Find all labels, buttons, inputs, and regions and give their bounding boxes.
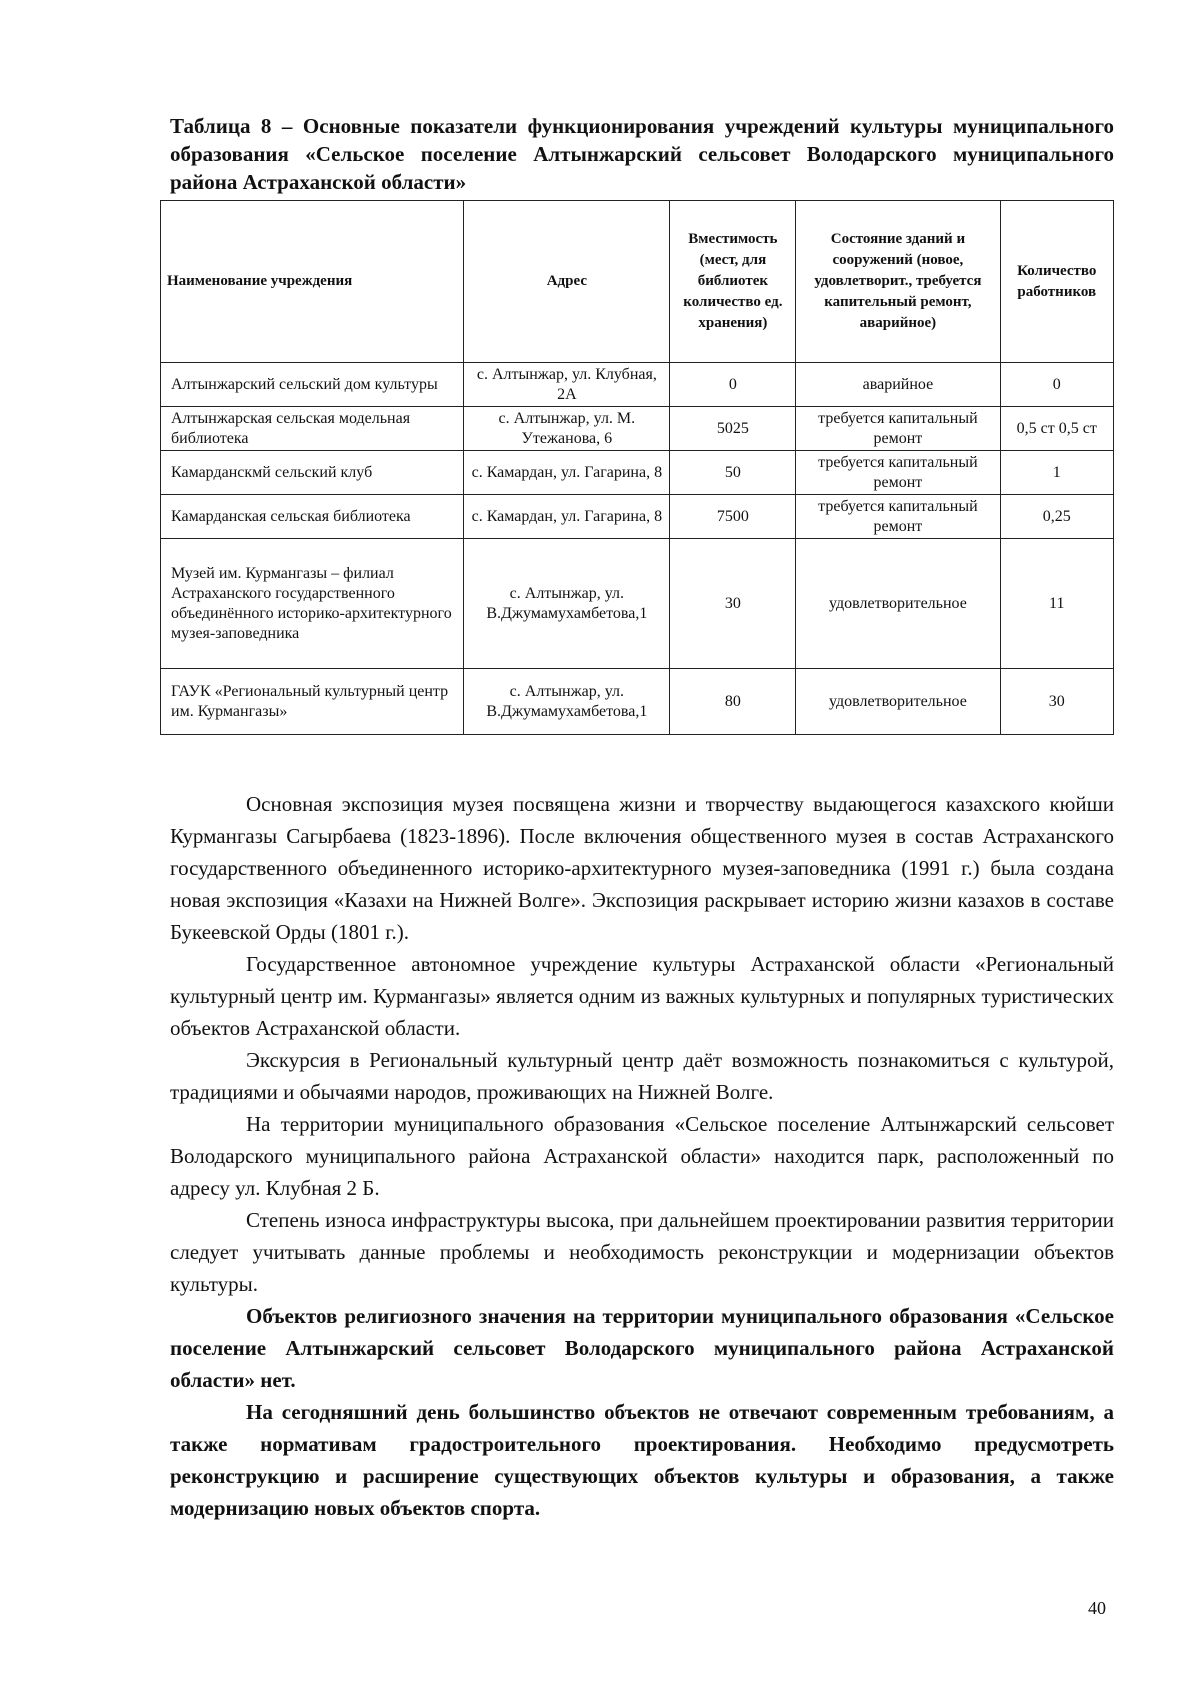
culture-institutions-table — [160, 200, 1114, 735]
cell-condition: требуется капитальный ремонт — [796, 495, 1000, 539]
paragraph-excursion: Экскурсия в Региональный культурный центр даёт возможность познакомиться с культурой, традициями и обычаями народов, проживающих на Нижней Волге. — [170, 1048, 1114, 1104]
header-condition: Состояние зданий и сооружений (новое, удовлетворит., требуется капительный ремонт, аварийное) — [796, 201, 1000, 363]
cell-address: с. Камардан, ул. Гагарина, 8 — [464, 451, 670, 495]
table-row — [161, 495, 1114, 539]
cell-condition: требуется капитальный ремонт — [796, 451, 1000, 495]
cell-condition: требуется капитальный ремонт — [796, 407, 1000, 451]
cell-capacity: 7500 — [670, 495, 796, 539]
body-text — [170, 788, 1114, 1524]
paragraph-religious-objects: Объектов религиозного значения на территории муниципального образования «Сельское поселение Алтынжарский сельсовет Володарского муниципального района Астраханской области» нет. — [170, 1304, 1114, 1392]
table-row — [161, 407, 1114, 451]
cell-staff: 0,25 — [1000, 495, 1113, 539]
table-row — [161, 451, 1114, 495]
cell-condition: аварийное — [796, 363, 1000, 407]
cell-condition: удовлетворительное — [796, 539, 1000, 669]
cell-staff: 1 — [1000, 451, 1113, 495]
cell-name: Камарданскмй сельский клуб — [161, 451, 464, 495]
paragraph-museum-exposition: Основная экспозиция музея посвящена жизни и творчеству выдающегося казахского кюйши Курмангазы Сагырбаева (1823-1896). После включения общественного музея в состав Астраханского государственного объединенного историко-архитектурного музея-заповедника (1991 г.) была создана новая экспозиция «Казахи на Нижней Волге». Экспозиция раскрывает историю жизни казахов в составе Букеевской Орды (1801 г.). — [170, 792, 1114, 944]
cell-address: с. Алтынжар, ул. Клубная, 2А — [464, 363, 670, 407]
header-name: Наименование учреждения — [161, 201, 464, 363]
cell-name: Алтынжарский сельский дом культуры — [161, 363, 464, 407]
cell-capacity: 5025 — [670, 407, 796, 451]
cell-capacity: 50 — [670, 451, 796, 495]
cell-capacity: 30 — [670, 539, 796, 669]
cell-address: с. Алтынжар, ул. М. Утежанова, 6 — [464, 407, 670, 451]
cell-name: Музей им. Курмангазы – филиал Астраханского государственного объединённого историко-архитектурного музея-заповедника — [161, 539, 464, 669]
header-capacity: Вместимость (мест, для библиотек количество ед. хранения) — [670, 201, 796, 363]
paragraph-cultural-center: Государственное автономное учреждение культуры Астраханской области «Региональный культурный центр им. Курмангазы» является одним из важных культурных и популярных туристических объектов Астраханской области. — [170, 952, 1114, 1040]
paragraph-infrastructure: Степень износа инфраструктуры высока, при дальнейшем проектировании развития территории следует учитывать данные проблемы и необходимость реконструкции и модернизации объектов культуры. — [170, 1208, 1114, 1296]
table-row — [161, 363, 1114, 407]
cell-name: Алтынжарская сельская модельная библиотека — [161, 407, 464, 451]
cell-name: Камарданская сельская библиотека — [161, 495, 464, 539]
cell-staff: 30 — [1000, 669, 1113, 735]
cell-staff: 11 — [1000, 539, 1113, 669]
table-row — [161, 539, 1114, 669]
cell-staff: 0 — [1000, 363, 1113, 407]
cell-address: с. Алтынжар, ул. В.Джумамухамбетова,1 — [464, 539, 670, 669]
table-caption: Таблица 8 – Основные показатели функционирования учреждений культуры муниципального образования «Сельское поселение Алтынжарский сельсовет Володарского муниципального района Астраханской области» — [170, 114, 1114, 194]
cell-name: ГАУК «Региональный культурный центр им. Курмангазы» — [161, 669, 464, 735]
table-header-row — [161, 201, 1114, 363]
cell-condition: удовлетворительное — [796, 669, 1000, 735]
paragraph-conclusion: На сегодняшний день большинство объектов не отвечают современным требованиям, а также нормативам градостроительного проектирования. Необходимо предусмотреть реконструкцию и расширение существующих объектов культуры и образования, а также модернизацию новых объектов спорта. — [170, 1400, 1114, 1520]
cell-capacity: 0 — [670, 363, 796, 407]
cell-staff: 0,5 ст 0,5 ст — [1000, 407, 1113, 451]
page-number: 40 — [1088, 1598, 1106, 1618]
cell-address: с. Камардан, ул. Гагарина, 8 — [464, 495, 670, 539]
header-staff: Количество работников — [1000, 201, 1113, 363]
cell-address: с. Алтынжар, ул. В.Джумамухамбетова,1 — [464, 669, 670, 735]
table-row — [161, 669, 1114, 735]
paragraph-park: На территории муниципального образования «Сельское поселение Алтынжарский сельсовет Володарского муниципального района Астраханской области» находится парк, расположенный по адресу ул. Клубная 2 Б. — [170, 1112, 1114, 1200]
cell-capacity: 80 — [670, 669, 796, 735]
header-address: Адрес — [464, 201, 670, 363]
